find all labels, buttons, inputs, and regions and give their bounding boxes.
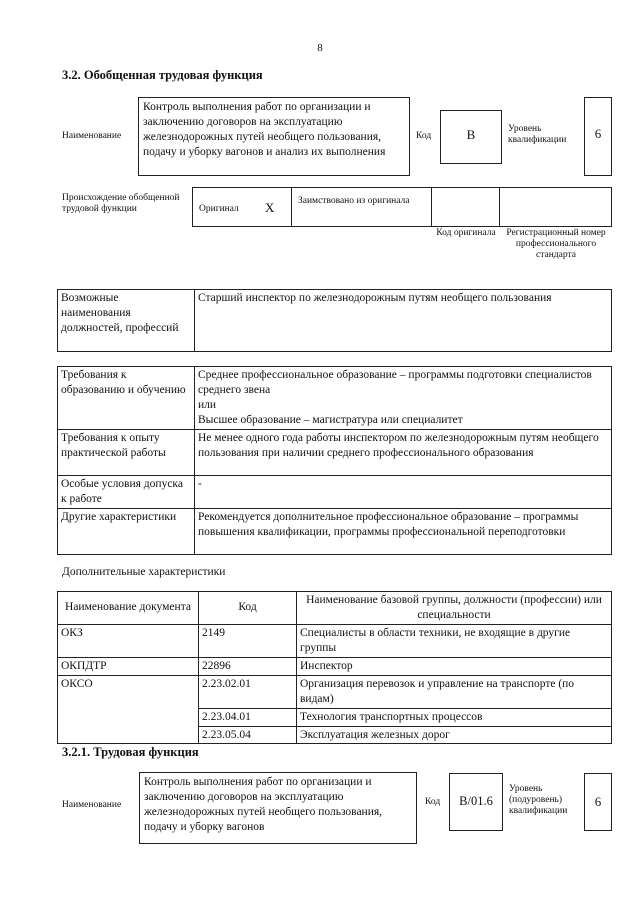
- row-code: 2.23.05.04: [199, 726, 297, 744]
- subsection-title: 3.2.1. Трудовая функция: [62, 745, 199, 759]
- origin-original-mark: X: [265, 200, 275, 215]
- row-code: 2.23.04.01: [199, 708, 297, 726]
- origin-original-cell: [192, 187, 292, 227]
- tf-code-box: [449, 773, 503, 831]
- positions-value: Старший инспектор по железнодорожным путям необщего пользования: [195, 290, 612, 352]
- req-row-other: [58, 508, 612, 554]
- tf-name-value: Контроль выполнения работ по организации и заключению договоров на эксплуатацию железнодорожных путей необщего пользования, подачу и уборку вагонов: [139, 772, 417, 844]
- gtf-code-value: B: [466, 127, 476, 142]
- req-row-education: [58, 367, 612, 430]
- req-education-value: Среднее профессиональное образование – программы подготовки специалистов среднего звена или Высшее образование – магистратура или специалитет: [195, 367, 612, 430]
- req-special-value: -: [195, 475, 612, 508]
- gtf-code-label: Код: [416, 131, 432, 141]
- table-row: [58, 675, 612, 708]
- req-row-experience: [58, 429, 612, 475]
- row-code: 22896: [199, 657, 297, 675]
- requirements-table: [57, 366, 612, 555]
- gtf-code-box: [440, 110, 502, 164]
- req-other-value: Рекомендуется дополнительное профессиональное образование – программы повышения квалификации, программы профессиональной переподготовки: [195, 508, 612, 554]
- row-name: Инспектор: [297, 657, 612, 675]
- header-code: Код: [199, 592, 297, 625]
- origin-original-label: Оригинал: [199, 204, 239, 214]
- positions-label: Возможные наименования должностей, профессий: [58, 290, 195, 352]
- gtf-name-value: Контроль выполнения работ по организации и заключению договоров на эксплуатацию железнодорожных путей необщего пользования, подачу и уборку вагонов и анализ их выполнения: [138, 97, 410, 176]
- req-other-label: Другие характеристики: [58, 508, 195, 554]
- origin-reg-caption: Регистрационный номер профессионального стандарта: [506, 228, 606, 260]
- table-row: [58, 624, 612, 657]
- section-title: 3.2. Обобщенная трудовая функция: [62, 68, 263, 82]
- origin-code-cell: [431, 187, 500, 227]
- tf-code-value: B/01.6: [459, 794, 493, 808]
- gtf-level-box: [584, 97, 612, 176]
- row-name: Специалисты в области техники, не входящие в другие группы: [297, 624, 612, 657]
- row-code: 2.23.02.01: [199, 675, 297, 708]
- gtf-name-label: Наименование: [62, 131, 122, 141]
- tf-name-label: Наименование: [62, 800, 122, 810]
- row-name: Технология транспортных процессов: [297, 708, 612, 726]
- gtf-level-label: Уровень квалификации: [508, 124, 567, 145]
- additional-title: Дополнительные характеристики: [62, 566, 226, 578]
- req-special-label: Особые условия допуска к работе: [58, 475, 195, 508]
- tf-code-label: Код: [425, 797, 441, 807]
- origin-code-caption: Код оригинала: [436, 228, 496, 238]
- origin-borrowed-cell: [291, 187, 432, 227]
- gtf-level-value: 6: [594, 126, 602, 141]
- origin-reg-cell: [499, 187, 612, 227]
- header-name: Наименование базовой группы, должности (профессии) или специальности: [297, 592, 612, 625]
- origin-label: Происхождение обобщенной трудовой функции: [62, 193, 180, 214]
- req-experience-label: Требования к опыту практической работы: [58, 429, 195, 475]
- row-doc: ОКСО: [58, 675, 199, 744]
- row-name: Организация перевозок и управление на транспорте (по видам): [297, 675, 612, 708]
- row-code: 2149: [199, 624, 297, 657]
- row-doc: ОКЗ: [58, 624, 199, 657]
- positions-table: [57, 289, 612, 352]
- origin-borrowed-label: Заимствовано из оригинала: [298, 196, 410, 206]
- table-row: [58, 657, 612, 675]
- additional-table: [57, 591, 612, 744]
- row-doc: ОКПДТР: [58, 657, 199, 675]
- page-number: 8: [317, 42, 323, 54]
- tf-level-value: 6: [594, 794, 602, 809]
- tf-level-label: Уровень (подуровень) квалификации: [509, 784, 568, 816]
- tf-level-box: [584, 773, 612, 831]
- row-name: Эксплуатация железных дорог: [297, 726, 612, 744]
- header-doc: Наименование документа: [58, 592, 199, 625]
- req-education-label: Требования к образованию и обучению: [58, 367, 195, 430]
- req-experience-value: Не менее одного года работы инспектором по железнодорожным путям необщего пользования при наличии среднего профессионального образования: [195, 429, 612, 475]
- req-row-special: [58, 475, 612, 508]
- additional-header-row: [58, 592, 612, 625]
